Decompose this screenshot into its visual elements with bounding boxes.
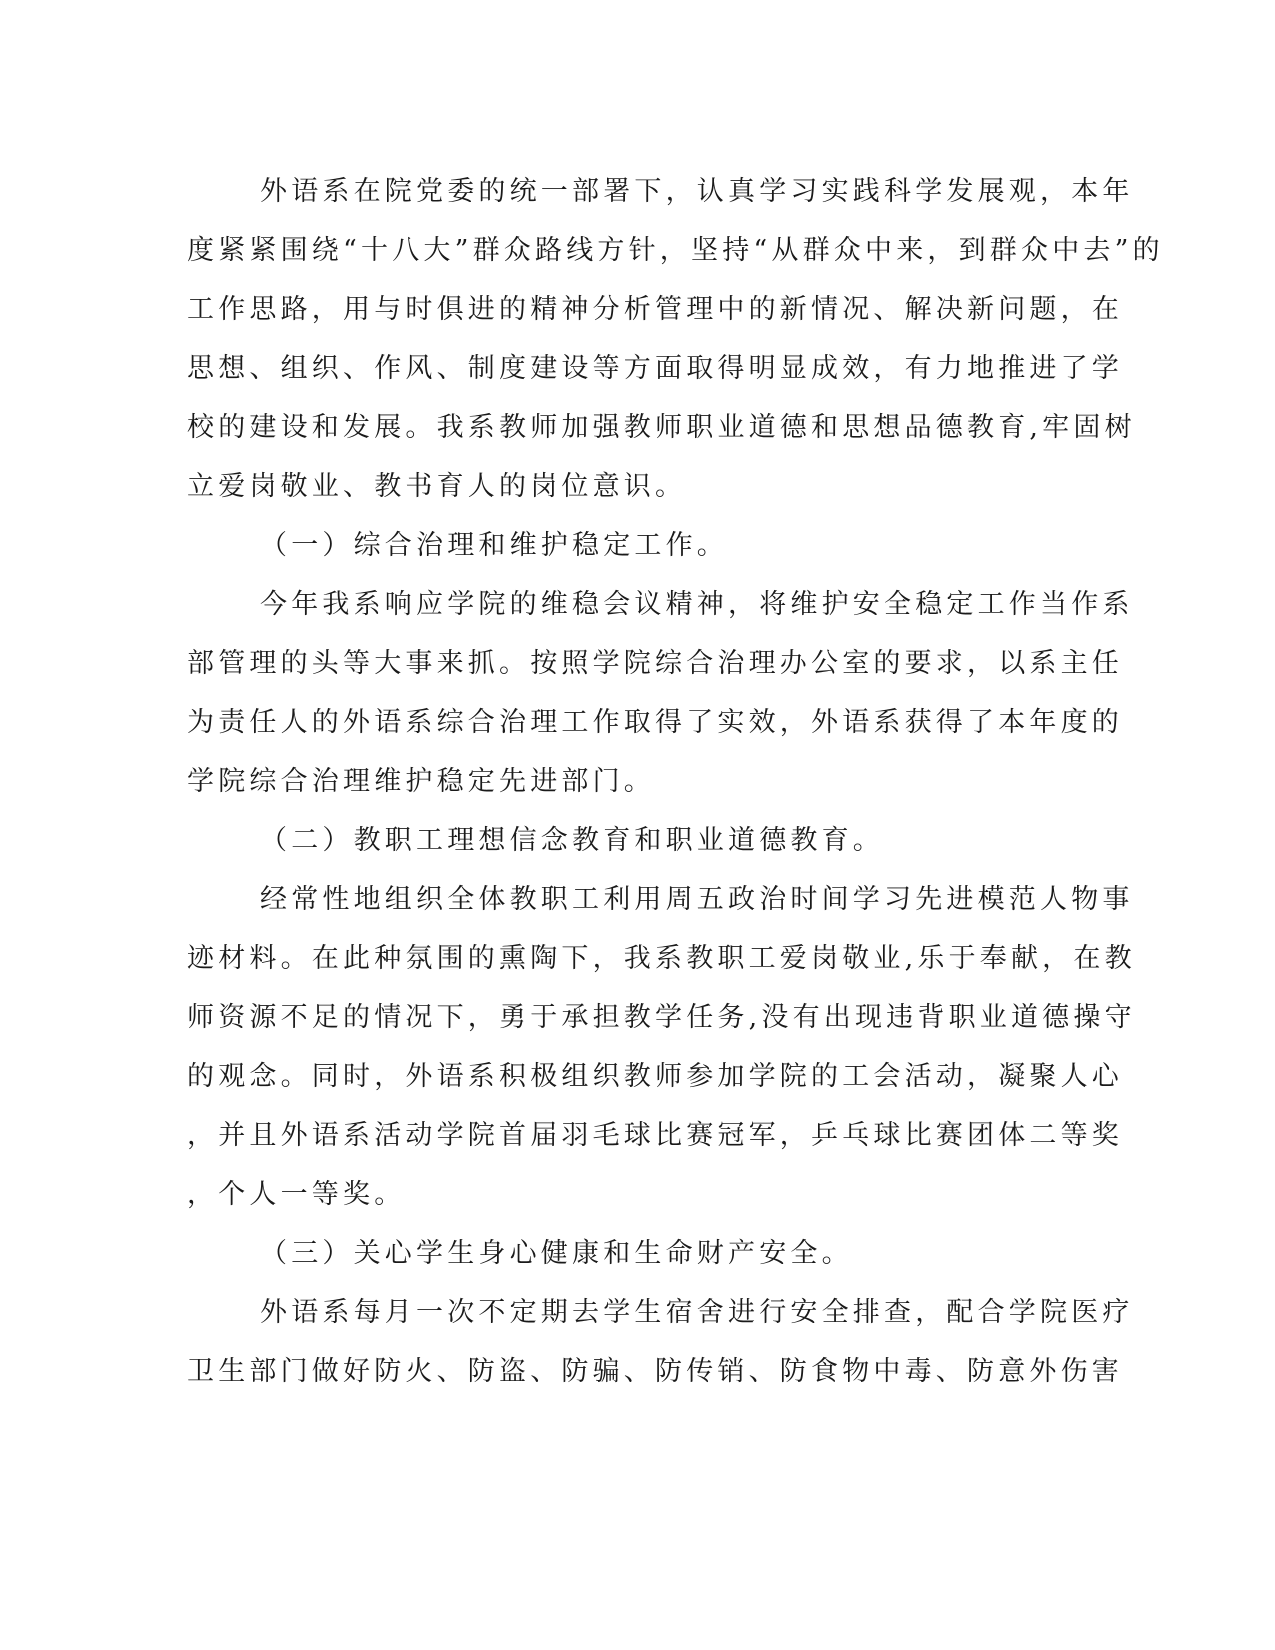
text-line: 部管理的头等大事来抓。按照学院综合治理办公室的要求，以系主任	[187, 648, 1123, 679]
text-line: 思想、组织、作风、制度建设等方面取得明显成效，有力地推进了学	[187, 353, 1123, 384]
text-line: 外语系每月一次不定期去学生宿舍进行安全排查，配合学院医疗	[260, 1297, 1134, 1328]
text-line: 为责任人的外语系综合治理工作取得了实效，外语系获得了本年度的	[187, 707, 1123, 738]
document-body	[187, 162, 1164, 1401]
text-line: 的观念。同时，外语系积极组织教师参加学院的工会活动，凝聚人心	[187, 1061, 1123, 1092]
section-heading: （一）综合治理和维护稳定工作。	[260, 530, 728, 561]
text-line: 迹材料。在此种氛围的熏陶下，我系教职工爱岗敬业,乐于奉献，在教	[187, 943, 1136, 974]
text-line: 今年我系响应学院的维稳会议精神，将维护安全稳定工作当作系	[260, 589, 1134, 620]
section-heading: （二）教职工理想信念教育和职业道德教育。	[260, 825, 884, 856]
text-line: 经常性地组织全体教职工利用周五政治时间学习先进模范人物事	[260, 884, 1134, 915]
section-heading: （三）关心学生身心健康和生命财产安全。	[260, 1238, 853, 1269]
text-line: 师资源不足的情况下，勇于承担教学任务,没有出现违背职业道德操守	[187, 1002, 1136, 1033]
text-line: 卫生部门做好防火、防盗、防骗、防传销、防食物中毒、防意外伤害	[187, 1356, 1123, 1387]
text-line: ，并且外语系活动学院首届羽毛球比赛冠军，乒乓球比赛团体二等奖	[187, 1120, 1123, 1151]
text-line: ，个人一等奖。	[187, 1179, 406, 1210]
text-line: 学院综合治理维护稳定先进部门。	[187, 766, 655, 797]
text-line: 校的建设和发展。我系教师加强教师职业道德和思想品德教育,牢固树	[187, 412, 1136, 443]
text-line: 度紧紧围绕“十八大”群众路线方针，坚持“从群众中来，到群众中去”的	[187, 235, 1164, 266]
text-line: 立爱岗敬业、教书育人的岗位意识。	[187, 471, 687, 502]
text-line: 外语系在院党委的统一部署下，认真学习实践科学发展观，本年	[260, 176, 1134, 207]
text-line: 工作思路，用与时俱进的精神分析管理中的新情况、解决新问题，在	[187, 294, 1123, 325]
